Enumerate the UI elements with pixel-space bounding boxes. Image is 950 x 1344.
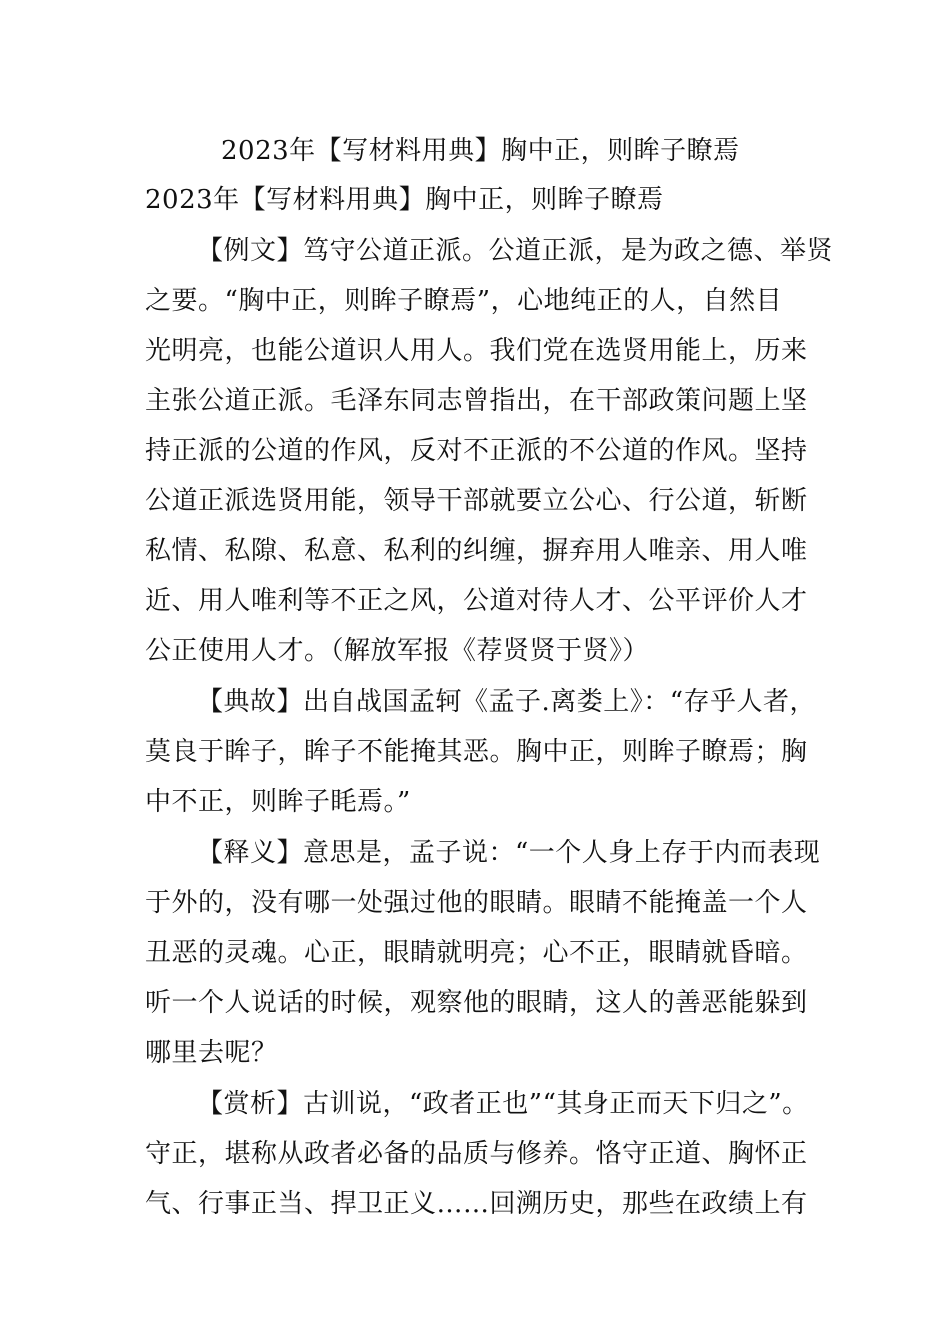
example-paragraph-line: 持正派的公道的作风，反对不正派的不公道的作风。坚持	[145, 436, 808, 466]
document-subtitle: 2023年【写材料用典】胸中正，则眸子瞭焉	[145, 185, 664, 215]
allusion-paragraph-line: 【典故】出自战国孟轲《孟子.离娄上》：“存乎人者，	[197, 687, 817, 717]
appreciation-paragraph-line: 气、行事正当、捍卫正义……回溯历史，那些在政绩上有	[145, 1189, 808, 1219]
example-paragraph-line: 【例文】笃守公道正派。公道正派，是为政之德、举贤	[197, 236, 834, 266]
meaning-paragraph-line: 于外的，没有哪一处强过他的眼睛。眼睛不能掩盖一个人	[145, 888, 808, 918]
example-paragraph-line: 公道正派选贤用能，领导干部就要立公心、行公道，斩断	[145, 486, 808, 516]
example-paragraph-line: 光明亮，也能公道识人用人。我们党在选贤用能上，历来	[145, 336, 808, 366]
example-paragraph-line: 私情、私隙、私意、私利的纠缠，摒弃用人唯亲、用人唯	[145, 536, 808, 566]
meaning-paragraph-line: 听一个人说话的时候，观察他的眼睛，这人的善恶能躲到	[145, 988, 808, 1018]
meaning-paragraph-line: 丑恶的灵魂。心正，眼睛就明亮；心不正，眼睛就昏暗。	[145, 938, 808, 968]
allusion-paragraph-line: 中不正，则眸子眊焉。”	[145, 787, 411, 817]
meaning-paragraph-line: 哪里去呢？	[145, 1038, 278, 1068]
example-paragraph-line: 主张公道正派。毛泽东同志曾指出，在干部政策问题上坚	[145, 386, 808, 416]
appreciation-paragraph-line: 守正，堪称从政者必备的品质与修养。恪守正道、胸怀正	[145, 1139, 808, 1169]
meaning-paragraph-line: 【释义】意思是，孟子说：“一个人身上存于内而表现	[197, 838, 821, 868]
allusion-paragraph-line: 莫良于眸子，眸子不能掩其恶。胸中正，则眸子瞭焉；胸	[145, 737, 808, 767]
appreciation-paragraph-line: 【赏析】古训说，“政者正也”“其身正而天下归之”。	[197, 1089, 809, 1119]
example-paragraph-line: 公正使用人才。（解放军报《荐贤贤于贤》）	[145, 636, 650, 666]
example-paragraph-line: 之要。“胸中正，则眸子瞭焉”，心地纯正的人，自然目	[145, 286, 783, 316]
document-title: 2023年【写材料用典】胸中正，则眸子瞭焉	[221, 136, 740, 166]
example-paragraph-line: 近、用人唯利等不正之风，公道对待人才、公平评价人才	[145, 586, 808, 616]
